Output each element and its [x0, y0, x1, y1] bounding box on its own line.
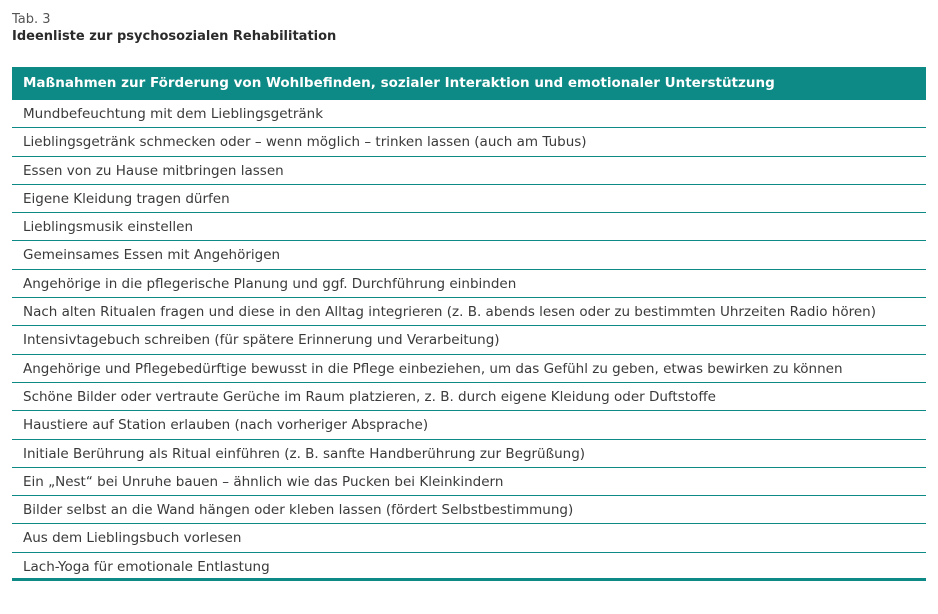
- table-row: Eigene Kleidung tragen dürfen: [12, 185, 926, 213]
- table-header: Maßnahmen zur Förderung von Wohlbefinden, sozialer Interaktion und emotionaler Unterstützung: [12, 67, 926, 100]
- table-row: Angehörige in die pflegerische Planung und ggf. Durchführung einbinden: [12, 270, 926, 298]
- table-row: Angehörige und Pflegebedürftige bewusst in die Pflege einbeziehen, um das Gefühl zu geben, etwas bewirken zu können: [12, 355, 926, 383]
- table-row: Intensivtagebuch schreiben (für spätere Erinnerung und Verarbeitung): [12, 326, 926, 354]
- table-caption: [12, 11, 336, 45]
- table-number: Tab. 3: [12, 12, 51, 27]
- table-row: Lieblingsgetränk schmecken oder – wenn möglich – trinken lassen (auch am Tubus): [12, 128, 926, 156]
- table-title: Ideenliste zur psychosozialen Rehabilitation: [12, 29, 337, 44]
- table-body: [12, 100, 926, 581]
- table-row: Aus dem Lieblingsbuch vorlesen: [12, 524, 926, 552]
- table-row: Essen von zu Hause mitbringen lassen: [12, 157, 926, 185]
- table-row: Bilder selbst an die Wand hängen oder kleben lassen (fördert Selbstbestimmung): [12, 496, 926, 524]
- table-row: Gemeinsames Essen mit Angehörigen: [12, 241, 926, 269]
- table-row: Initiale Berührung als Ritual einführen (z. B. sanfte Handberührung zur Begrüßung): [12, 440, 926, 468]
- table-row: Ein „Nest“ bei Unruhe bauen – ähnlich wie das Pucken bei Kleinkindern: [12, 468, 926, 496]
- table-row: Nach alten Ritualen fragen und diese in den Alltag integrieren (z. B. abends lesen oder zu bestimmten Uhrzeiten Radio hören): [12, 298, 926, 326]
- table-row: Lieblingsmusik einstellen: [12, 213, 926, 241]
- table-row: Lach-Yoga für emotionale Entlastung: [12, 553, 926, 581]
- measures-table: [12, 67, 926, 581]
- table-row: Haustiere auf Station erlauben (nach vorheriger Absprache): [12, 411, 926, 439]
- table-row: Schöne Bilder oder vertraute Gerüche im Raum platzieren, z. B. durch eigene Kleidung oder Duftstoffe: [12, 383, 926, 411]
- table-row: Mundbefeuchtung mit dem Lieblingsgetränk: [12, 100, 926, 128]
